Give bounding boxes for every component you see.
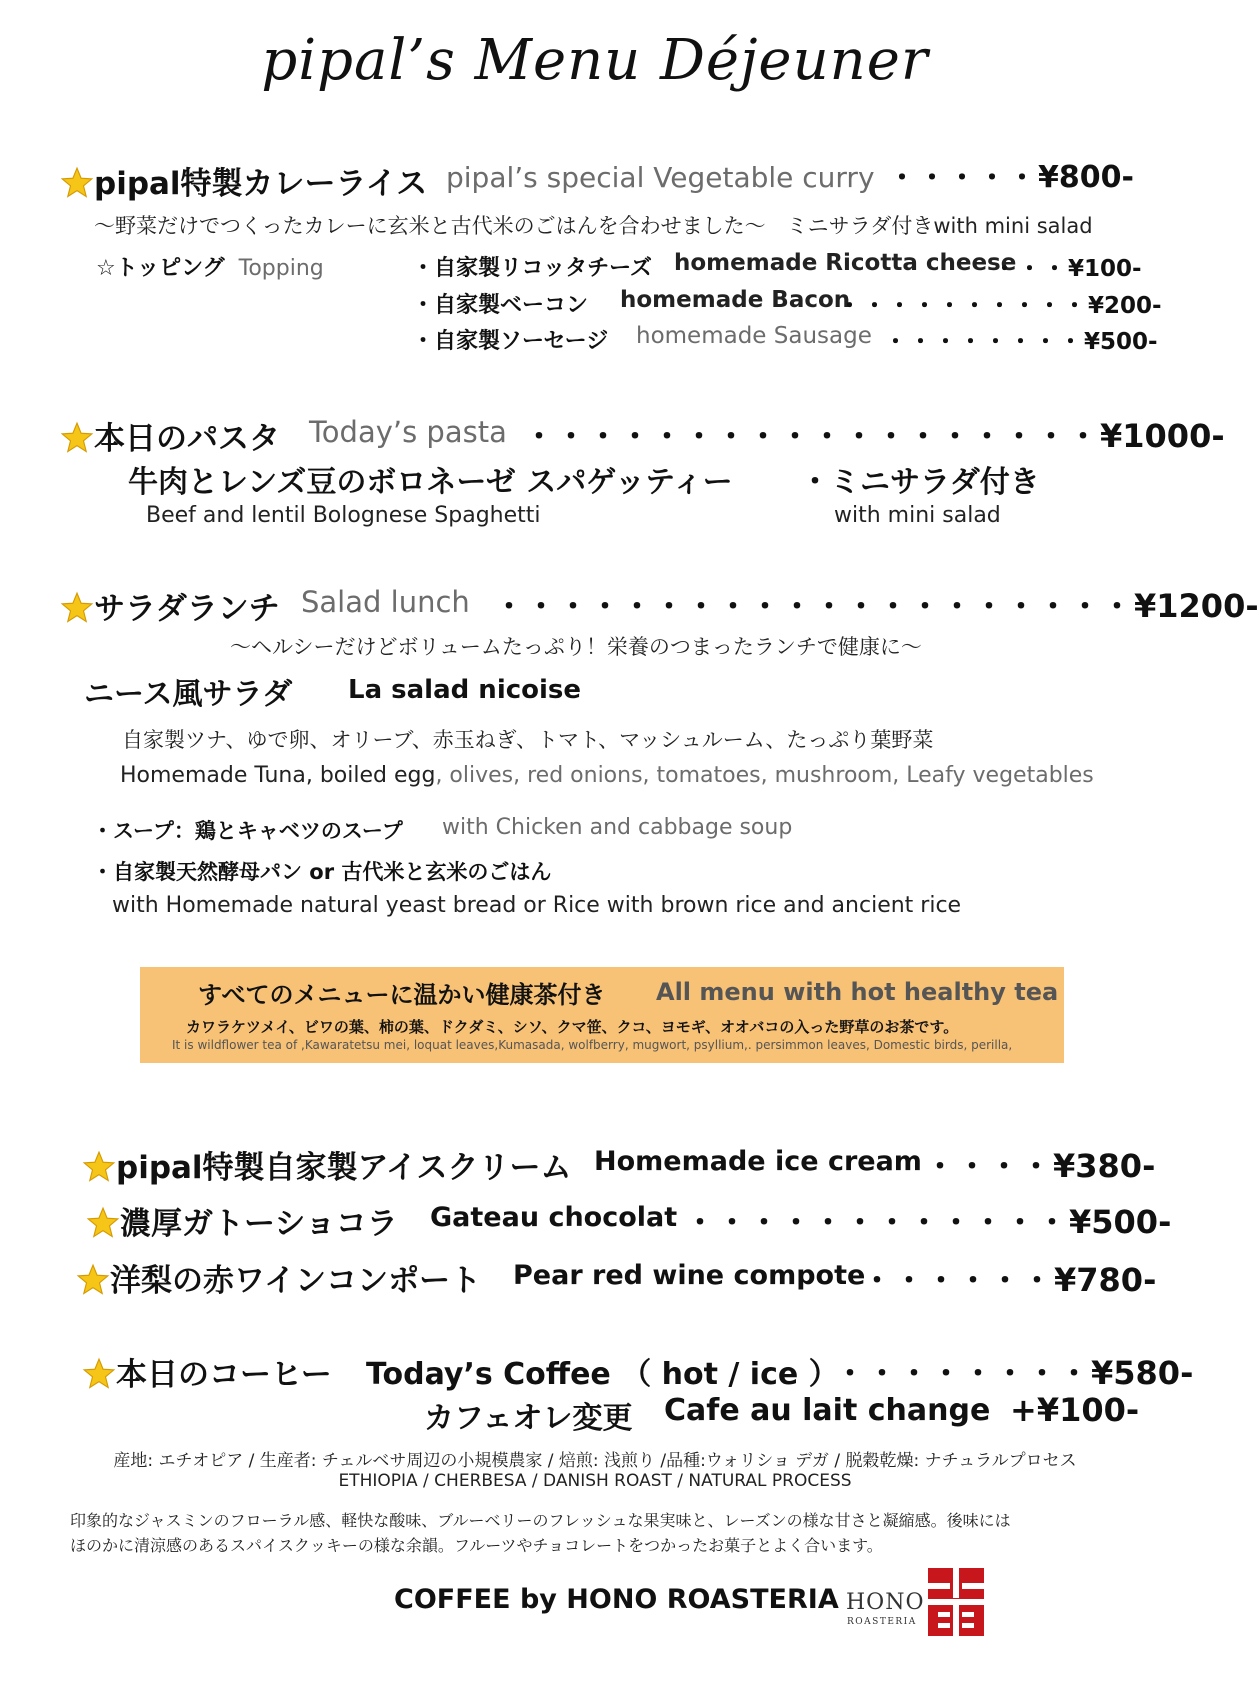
footer-credit: COFFEE by HONO ROASTERIA [394,1584,839,1615]
tea-heading-en: All menu with hot healthy tea [656,978,1059,1006]
star-icon [82,1357,116,1391]
star-icon [82,1150,116,1184]
dessert-name-ja: 洋梨の赤ワインコンポート [110,1263,482,1299]
pasta-price: ¥1000- [1100,417,1225,455]
salad-dish-ja: ニース風サラダ [84,677,293,712]
dessert-row [82,1142,571,1187]
topping-price-row: ・・・・・・・・・・¥200- [838,293,1162,319]
pasta-price-row [524,412,1225,456]
topping-label-en: Topping [238,256,324,281]
coffee-heading-row [82,1349,332,1394]
star-icon [76,1263,110,1297]
pasta-salad-ja: ・ミニサラダ付き [800,465,1040,500]
dessert-name-en: Homemade ice cream [594,1146,922,1177]
salad-name-ja: サラダランチ [94,591,280,627]
dessert-price-row: ・・・・・・¥780- [862,1261,1157,1299]
pasta-salad-en: with mini salad [834,503,1001,528]
salad-dish-en: La salad nicoise [348,675,582,705]
salad-ingredients-en: Homemade Tuna, boiled egg, olives, red onions, tomatoes, mushroom, Leafy vegetables [120,763,1094,788]
salad-bread-en: with Homemade natural yeast bread or Rice with brown rice and ancient rice [112,893,962,918]
tea-heading-ja: すべてのメニューに温かい健康茶付き [198,981,606,1009]
topping-row: ・自家製リコッタチーズ [412,256,653,281]
salad-heading-row [60,583,280,628]
curry-price: ¥800- [1038,160,1134,195]
salad-bread-ja: ・自家製天然酵母パン or 古代米と玄米のごはん [92,860,552,884]
coffee-name-en: Today’s Coffee （ hot / ice ） [366,1357,839,1392]
hono-logo-icon [928,1568,984,1636]
topping-row: ・自家製ベーコン [412,293,589,318]
pasta-dish-en: Beef and lentil Bolognese Spaghetti [146,503,541,528]
dessert-name-en: Pear red wine compote [513,1260,866,1291]
salad-soup-en: with Chicken and cabbage soup [442,815,793,840]
star-icon [86,1206,120,1240]
topping-row: ・自家製ソーセージ [412,329,609,354]
logo-wordmark: HONO [846,1590,925,1615]
tea-detail-en: It is wildflower tea of ,Kawaratetsu mei, loquat leaves,Kumasada, wolfberry, mugwort, psyllium,. persimmon leaves, Domestic birds, perilla, [172,1038,1013,1052]
salad-soup-ja: ・スープ：鶏とキャベツのスープ [92,819,403,843]
dessert-row [86,1198,398,1243]
coffee-notes-line1: 印象的なジャスミンのフローラル感、軽快な酸味、ブルーベリーのフレッシュな果実味と、レーズンの様な甘さと凝縮感。後味には [70,1511,1011,1530]
star-icon [60,421,94,455]
curry-heading-row [60,158,427,203]
tea-notice-box [140,967,1064,1063]
dessert-price-row: ・・・・¥380- [925,1147,1156,1185]
dessert-price-row: ・・・・・・・・・・・・¥500- [685,1203,1172,1241]
cafe-au-lait-en: Cafe au lait change [664,1393,991,1428]
topping-label-ja: ☆トッピング [96,256,225,281]
pasta-dish-ja: 牛肉とレンズ豆のボロネーゼ スパゲッティー [128,465,733,500]
page-title: pipal’s Menu Déjeuner [261,28,929,93]
dessert-row [76,1255,481,1300]
tea-detail-ja: カワラケツメイ、ビワの葉、柿の葉、ドクダミ、シソ、クマ笹、クコ、ヨモギ、オオバコの入った野草のお茶です。 [186,1018,959,1036]
coffee-origin-en: ETHIOPIA / CHERBESA / DANISH ROAST / NATURAL PROCESS [338,1471,852,1491]
coffee-name-ja: 本日のコーヒー [116,1357,332,1393]
topping-label [96,251,324,282]
coffee-origin-ja: 産地: エチオピア / 生産者: チェルベサ周辺の小規模農家 / 焙煎: 浅煎り /品種:ウォリショ デガ / 脱穀乾燥: ナチュラルプロセス [113,1451,1077,1471]
curry-description: 〜野菜だけでつくったカレーに玄米と古代米のごはんを合わせました〜 ミニサラダ付きwith mini salad [94,214,1093,238]
salad-price: ¥1200- [1134,587,1259,625]
star-icon [60,591,94,625]
pasta-heading-row [60,413,280,458]
salad-ingredients-ja: 自家製ツナ、ゆで卵、オリーブ、赤玉ねぎ、トマト、マッシュルーム、たっぷり葉野菜 [122,728,934,752]
salad-price-row [494,582,1259,626]
topping-price-row: ・・・¥100- [993,256,1142,282]
pasta-dots: ・・・・・・・・・・・・・・・・・・ [524,420,1100,455]
salad-dots: ・・・・・・・・・・・・・・・・・・・・ [494,590,1134,625]
dessert-name-ja: 濃厚ガトーショコラ [120,1206,398,1242]
topping-en: homemade Sausage [636,323,872,349]
coffee-price-row: ・・・・・・・・¥580- [835,1354,1194,1392]
star-icon [60,166,94,200]
topping-en: homemade Ricotta cheese [674,250,1017,276]
curry-name-ja: pipal特製カレーライス [94,166,428,202]
coffee-notes-line2: ほのかに清涼感のあるスパイスクッキーの様な余韻。フルーツやチョコレートをつかったお菓子とよく合います。 [70,1536,883,1555]
pasta-name-ja: 本日のパスタ [94,421,280,457]
pasta-name-en: Today’s pasta [309,415,507,449]
salad-name-en: Salad lunch [301,585,470,619]
topping-price-row: ・・・・・・・・¥500- [884,329,1158,355]
dessert-name-en: Gateau chocolat [430,1202,678,1233]
cafe-au-lait-ja: カフェオレ変更 [424,1401,633,1436]
curry-price-row [888,156,1134,196]
salad-tagline: 〜ヘルシーだけどボリュームたっぷり！栄養のつまったランチで健康に〜 [230,635,922,659]
dessert-name-ja: pipal特製自家製アイスクリーム [116,1150,572,1186]
curry-name-en: pipal’s special Vegetable curry [446,161,875,194]
logo-subtitle: ROASTERIA [847,1617,917,1627]
curry-dots: ・・・・・ [888,161,1039,194]
topping-en: homemade Bacon [620,287,851,313]
cafe-au-lait-price: +¥100- [1010,1391,1140,1429]
